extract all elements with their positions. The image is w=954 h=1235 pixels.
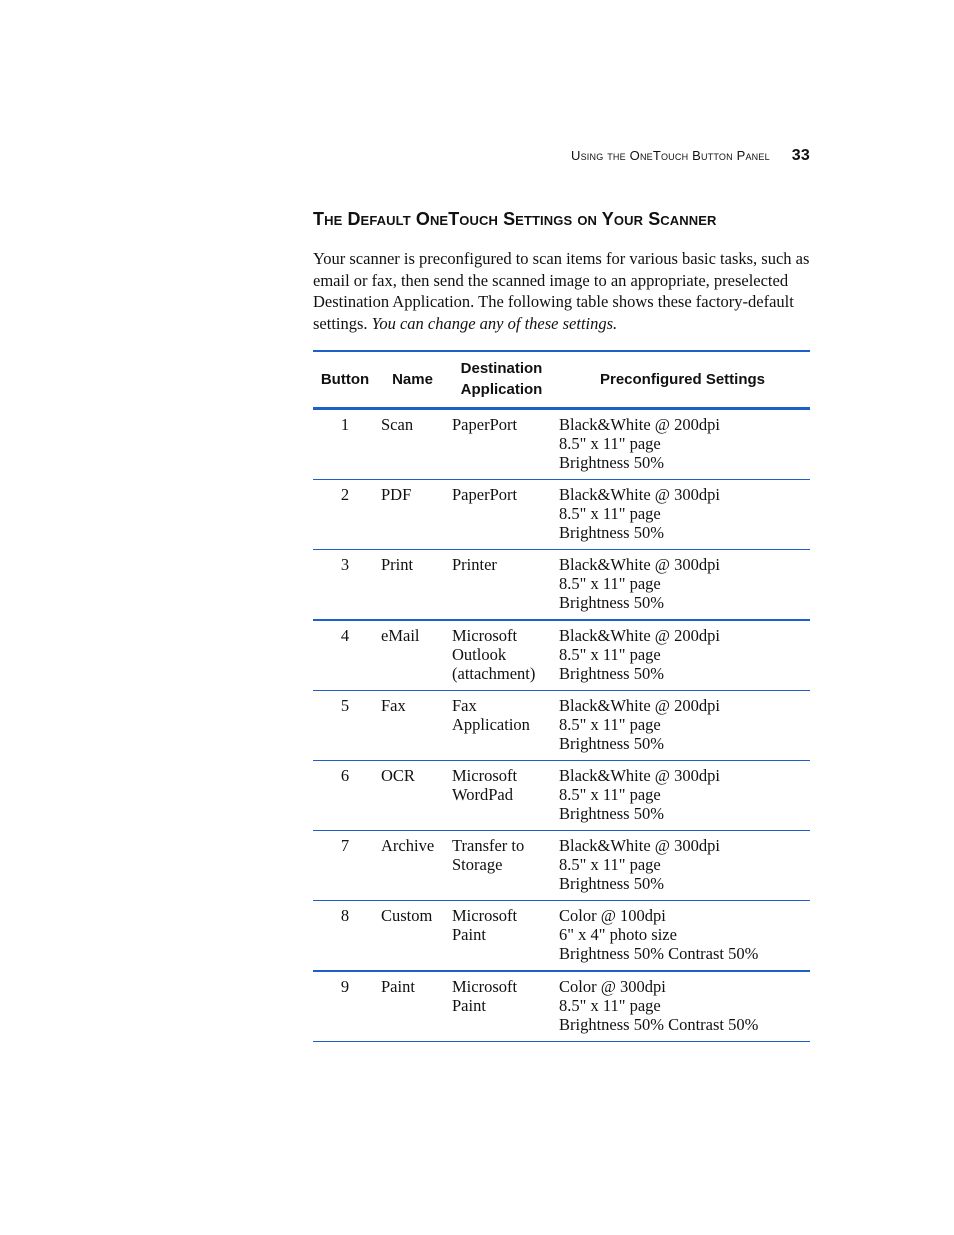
table-row [313,761,810,831]
header-name: Name [377,351,448,409]
cell-button-number: 2 [313,480,377,550]
settings-line: 8.5" x 11" page [559,645,661,664]
header-destination-line1: Destination [460,360,543,377]
settings-line: 8.5" x 11" page [559,574,661,593]
cell-button-number: 1 [313,409,377,480]
settings-line: Brightness 50% [559,804,664,823]
cell-name: Print [377,550,448,621]
cell-button-number: 7 [313,831,377,901]
settings-line: Black&White @ 200dpi [559,696,720,715]
cell-name: Scan [377,409,448,480]
cell-settings [555,691,810,761]
section-title: The Default OneTouch Settings on Your Scanner [313,209,717,229]
header-destination-line2: Application [460,381,543,398]
running-title: Using the OneTouch Button Panel [571,148,770,163]
cell-settings [555,831,810,901]
settings-line: Brightness 50% [559,453,664,472]
settings-line: 8.5" x 11" page [559,715,661,734]
destination-line: PaperPort [452,485,518,504]
table-row [313,901,810,972]
settings-line: Brightness 50% [559,593,664,612]
destination-line: Microsoft [452,977,518,996]
settings-line: Brightness 50% [559,523,664,542]
settings-line: Brightness 50% Contrast 50% [559,944,759,963]
settings-line: Black&White @ 200dpi [559,626,720,645]
cell-destination [448,550,555,621]
cell-destination [448,409,555,480]
cell-destination [448,761,555,831]
settings-line: 8.5" x 11" page [559,504,661,523]
cell-button-number: 8 [313,901,377,972]
cell-settings [555,620,810,691]
cell-destination [448,480,555,550]
cell-settings [555,761,810,831]
destination-line: Microsoft [452,906,518,925]
page-number: 33 [791,147,810,164]
cell-button-number: 6 [313,761,377,831]
destination-line: WordPad [452,785,513,804]
settings-line: Color @ 300dpi [559,977,666,996]
cell-destination [448,971,555,1042]
cell-settings [555,971,810,1042]
destination-line: Microsoft [452,626,518,645]
cell-button-number: 4 [313,620,377,691]
destination-line: Fax [452,696,477,715]
settings-line: 6" x 4" photo size [559,925,677,944]
destination-line: Paint [452,996,486,1015]
table-row [313,620,810,691]
cell-name: Archive [377,831,448,901]
settings-line: Black&White @ 300dpi [559,836,720,855]
header-button: Button [313,351,377,409]
cell-destination [448,691,555,761]
header-settings: Preconfigured Settings [555,351,810,409]
table-header-row [313,351,810,409]
settings-line: 8.5" x 11" page [559,434,661,453]
settings-line: 8.5" x 11" page [559,855,661,874]
settings-line: Brightness 50% [559,734,664,753]
destination-line: Outlook [452,645,507,664]
destination-line: Paint [452,925,486,944]
cell-name: PDF [377,480,448,550]
table-body [313,409,810,1042]
running-header [400,147,810,165]
destination-line: Microsoft [452,766,518,785]
settings-line: Black&White @ 200dpi [559,415,720,434]
settings-table [313,350,810,1042]
cell-name: OCR [377,761,448,831]
cell-name: Paint [377,971,448,1042]
table-row [313,831,810,901]
destination-line: PaperPort [452,415,518,434]
table-row [313,409,810,480]
cell-name: Fax [377,691,448,761]
intro-italic-note: You can change any of these settings. [371,313,618,333]
settings-line: 8.5" x 11" page [559,996,661,1015]
settings-line: Black&White @ 300dpi [559,555,720,574]
header-destination [448,351,555,409]
settings-line: Brightness 50% [559,874,664,893]
destination-line: Printer [452,555,497,574]
cell-destination [448,901,555,972]
destination-line: Storage [452,855,503,874]
cell-destination [448,620,555,691]
cell-name: eMail [377,620,448,691]
cell-destination [448,831,555,901]
destination-line: Application [452,715,530,734]
cell-name: Custom [377,901,448,972]
cell-button-number: 9 [313,971,377,1042]
intro-paragraph [313,248,813,334]
destination-line: Transfer to [452,836,525,855]
settings-line: Black&White @ 300dpi [559,766,720,785]
cell-settings [555,550,810,621]
destination-line: (attachment) [452,664,536,683]
settings-line: Color @ 100dpi [559,906,666,925]
settings-line: Brightness 50% [559,664,664,683]
cell-button-number: 3 [313,550,377,621]
table-row [313,550,810,621]
cell-settings [555,901,810,972]
cell-settings [555,480,810,550]
settings-line: Black&White @ 300dpi [559,485,720,504]
settings-line: Brightness 50% Contrast 50% [559,1015,759,1034]
cell-button-number: 5 [313,691,377,761]
table-row [313,691,810,761]
table-row [313,971,810,1042]
cell-settings [555,409,810,480]
settings-line: 8.5" x 11" page [559,785,661,804]
table-row [313,480,810,550]
intro-text: Your scanner is preconfigured to scan items for various basic tasks, such as email or fax, then send the scanned image to an appropriate, preselected Destination Application. The following table shows these factory-default settings. [313,249,810,333]
